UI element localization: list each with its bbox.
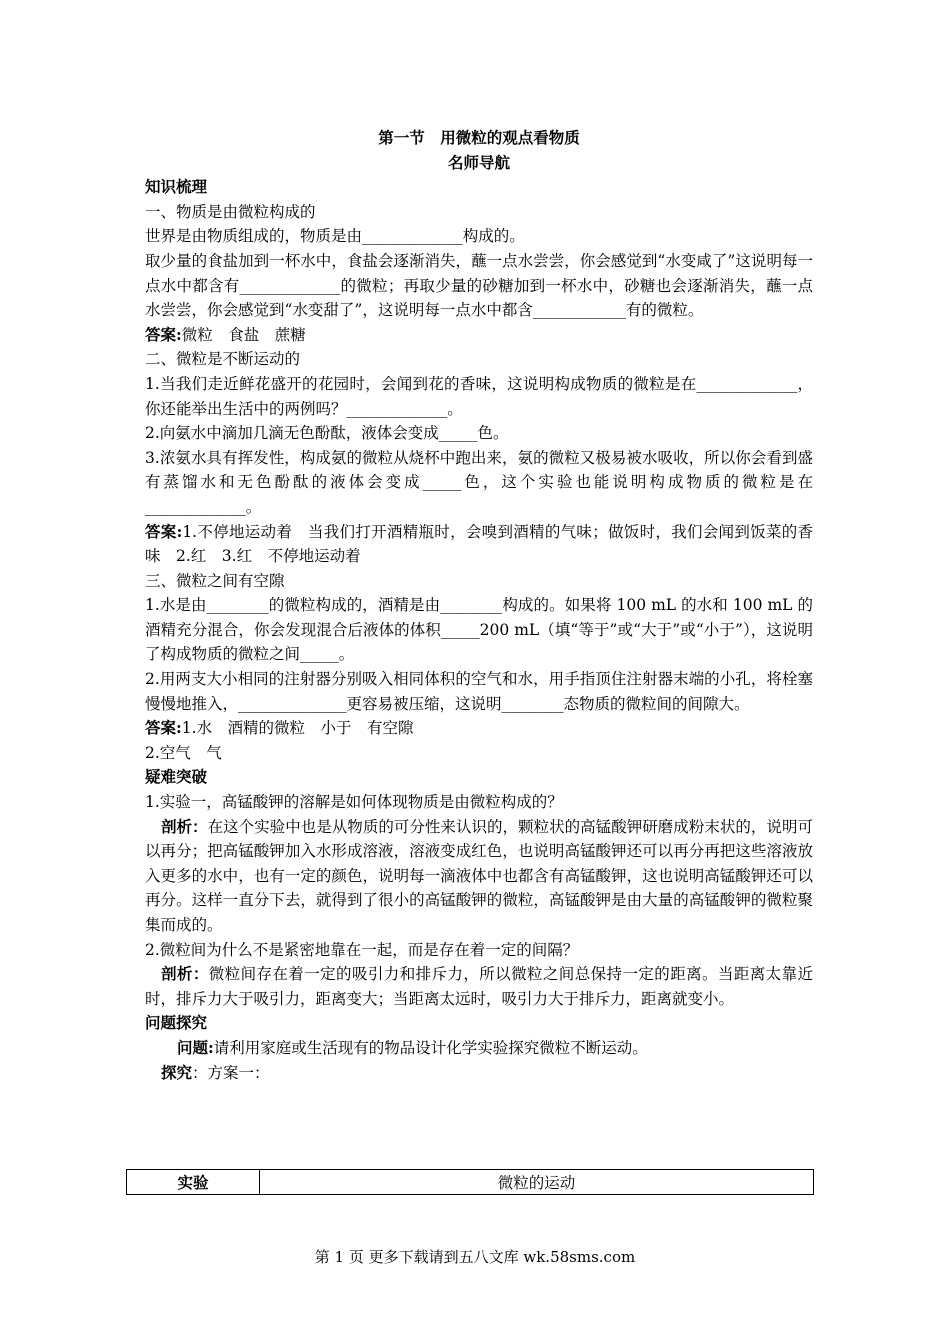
page-title: 第一节 用微粒的观点看物质 [378, 128, 580, 147]
answer-label: 答案: [145, 521, 183, 541]
problem-label: 问题: [177, 1037, 214, 1057]
analysis-label: 剖析： [161, 816, 208, 836]
section-heading-explore: 问题探究 [145, 1013, 208, 1033]
s2-answer-text: 1.不停地运动着 当我们打开酒精瓶时，会嗅到酒精的气味；做饭时，我们会闻到饭菜的香味 2.红 3.红 不停地运动着 [145, 522, 813, 566]
analysis-label: 剖析： [161, 964, 209, 984]
inquiry-text: ：方案一： [192, 1063, 270, 1082]
s3-question-2: 2.用两支大小相同的注射器分别吸入相同体积的空气和水，用手指顶住注射器末端的小孔，将栓塞慢慢地推入，______________更容易被压缩，这说明________态物质的微粒间的间隙大。 [145, 670, 813, 713]
s3-question-1: 1.水是由________的微粒构成的，酒精是由________构成的。如果将 100 mL 的水和 100 mL 的酒精充分混合，你会发现混合后液体的体积_____200 mL（填“等于”或“大于”或“小于”），这说明了构成物质的微粒之间_____。 [145, 596, 813, 664]
s1-heading: 一、物质是由微粒构成的 [145, 202, 316, 221]
s2-answer [145, 520, 813, 569]
difficult-question-2: 2.微粒间为什么不是紧密地靠在一起，而是存在着一定的间隔？ [145, 940, 579, 959]
document-body [145, 126, 813, 1085]
problem-statement [145, 1036, 813, 1061]
s2-question-3: 3.浓氨水具有挥发性，构成氨的微粒从烧杯中跑出来，氨的微粒又极易被水吸收，所以你会看到盛有蒸馏水和无色酚酞的液体会变成_____色，这个实验也能说明构成物质的微粒是在_____________。 [145, 448, 813, 516]
analysis-text-2: 微粒间存在着一定的吸引力和排斥力，所以微粒之间总保持一定的距离。当距离太靠近时，排斥力大于吸引力，距离变大；当距离太远时，吸引力大于排斥力，距离就变小。 [145, 965, 813, 1008]
table-header-experiment: 实验 [127, 1170, 260, 1195]
experiment-table [126, 1169, 814, 1195]
s2-question-1: 1.当我们走近鲜花盛开的花园时，会闻到花的香味，这说明构成物质的微粒是在_____________，你还能举出生活中的两例吗？_____________。 [145, 374, 813, 418]
difficult-analysis-1 [145, 815, 813, 938]
analysis-text-1: 在这个实验中也是从物质的可分性来认识的，颗粒状的高锰酸钾研磨成粉末状的，说明可以再分；把高锰酸钾加入水形成溶液，溶液变成红色，也说明高锰酸钾还可以再分再把这些溶液放入更多的水中，也有一定的颜色，说明每一滴液体中也都含有高锰酸钾，这也说明高锰酸钾还可以再分。这样一直分下去，就得到了很小的高锰酸钾的微粒，高锰酸钾是由大量的高锰酸钾的微粒聚集而成的。 [145, 817, 813, 934]
s1-paragraph-1: 世界是由物质组成的，物质是由_____________构成的。 [145, 227, 525, 246]
s2-heading: 二、微粒是不断运动的 [145, 350, 301, 369]
inquiry-line [145, 1061, 813, 1086]
s1-answer-text: 微粒 食盐 蔗糖 [181, 325, 306, 344]
s3-answer-2: 2.空气 气 [145, 743, 222, 762]
answer-label: 答案: [145, 718, 182, 738]
page-footer: 第 1 页 更多下载请到五八文库 wk.58sms.com [314, 1248, 636, 1266]
table-row [127, 1170, 814, 1195]
s3-heading: 三、微粒之间有空隙 [145, 571, 285, 590]
inquiry-label: 探究 [161, 1062, 193, 1082]
s1-paragraph-2: 取少量的食盐加到一杯水中，食盐会逐渐消失，蘸一点水尝尝，你会感觉到“水变咸了”这说明每一点水中都含有_____________的微粒；再取少量的砂糖加到一杯水中，砂糖也会逐渐消失，蘸一点水尝尝，你会感觉到“水变甜了”，这说明每一点水中都含____________有的微粒。 [145, 251, 813, 320]
s3-answer-text-1: 1.水 酒精的微粒 小于 有空隙 [181, 719, 414, 738]
difficult-question-1: 1.实验一，高锰酸钾的溶解是如何体现物质是由微粒构成的？ [145, 793, 563, 812]
answer-label: 答案: [145, 324, 182, 344]
s3-answer [145, 716, 813, 741]
problem-text: 请利用家庭或生活现有的物品设计化学实验探究微粒不断运动。 [213, 1038, 648, 1057]
page-subtitle: 名师导航 [447, 152, 510, 172]
s1-answer [145, 323, 813, 348]
s2-question-2: 2.向氨水中滴加几滴无色酚酞，液体会变成_____色。 [145, 424, 509, 443]
section-heading-knowledge: 知识梳理 [145, 177, 208, 197]
table-header-particle-motion: 微粒的运动 [260, 1170, 814, 1195]
difficult-analysis-2 [145, 962, 813, 1011]
section-heading-difficult: 疑难突破 [145, 767, 208, 787]
